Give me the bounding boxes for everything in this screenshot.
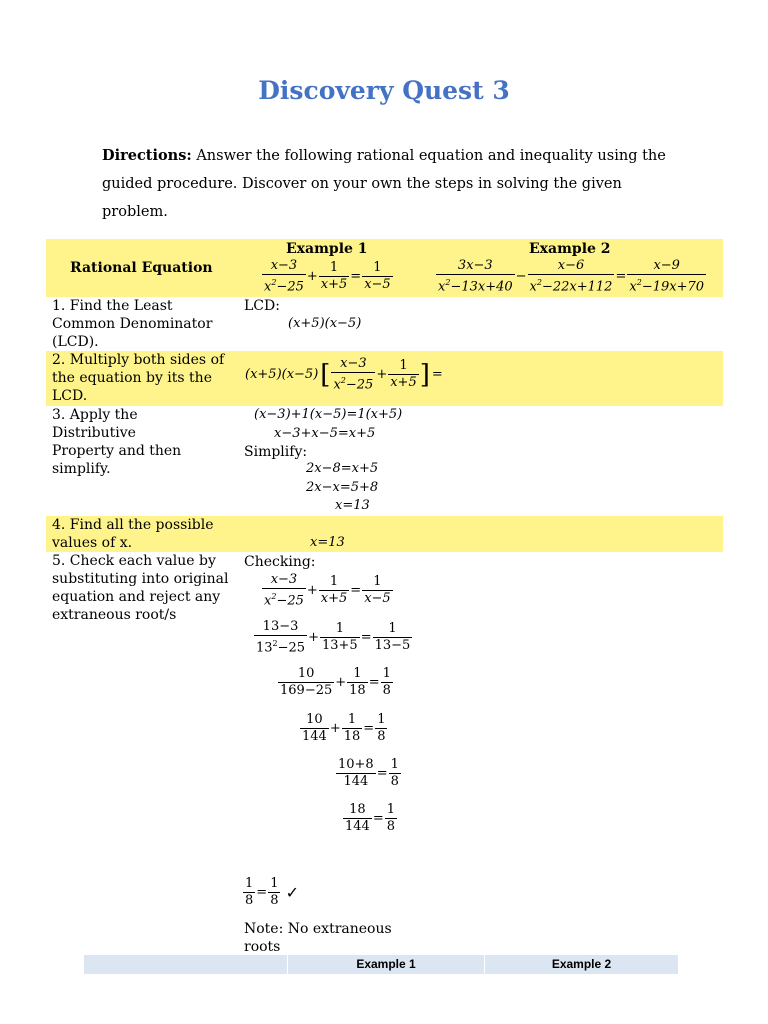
check-line2: $\frac{13-3}{13^2-25}$ + $\frac{1}{13+5}$ = $\frac{1}{13-5}$ (256, 619, 411, 656)
step3-label: 3. Apply the Distributive Property and then simplify. (52, 407, 182, 477)
simplify-line3: x=13 (335, 498, 370, 513)
directions-label: Directions: (102, 147, 192, 164)
step3-line2: x−3+x−5=x+5 (274, 426, 376, 441)
step2-label: 2. Multiply both sides of the equation by its the LCD. (52, 352, 225, 404)
step3-line1: (x−3)+1(x−5)=1(x+5) (254, 407, 403, 422)
row-header-rational-equation: Rational Equation (70, 260, 213, 276)
check-line4: $\frac{10}{144}$ + $\frac{1}{18}$ = $\frac{1}{8}$ (302, 712, 386, 744)
example1-equation: $\frac{x-3}{x^2-25}$ + $\frac{1}{x+5}$ = $\frac{1}{x-5}$ (264, 258, 391, 295)
example2-heading: Example 2 (529, 241, 611, 257)
step4-label: 4. Find all the possible values of x. (52, 517, 214, 551)
check-line6: $\frac{18}{144}$ = $\frac{1}{8}$ (345, 802, 396, 834)
footer-col-example1: Example 1 (356, 957, 416, 971)
footer-col-example2: Example 2 (551, 957, 612, 971)
step2-expression: (x+5)(x−5)[ $\frac{x-3}{x^2-25}$ + $\frac{1}{x+5}$ ] = (245, 356, 443, 393)
lcd-value: (x+5)(x−5) (288, 316, 362, 331)
checkmark-icon: ✓ (285, 883, 300, 902)
step5-label: 5. Check each value by substituting into original equation and reject any extraneous root/s (52, 553, 229, 623)
simplify-label: Simplify: (244, 444, 308, 460)
check-line5: $\frac{10+8}{144}$ = $\frac{1}{8}$ (338, 757, 399, 789)
checking-label: Checking: (244, 554, 316, 570)
directions-paragraph (102, 142, 692, 226)
simplify-line1: 2x−8=x+5 (306, 461, 379, 476)
page-title: Discovery Quest 3 (258, 76, 510, 105)
answer-x: x=13 (310, 535, 345, 550)
footer-table-header (84, 955, 678, 974)
check-line3: $\frac{10}{169-25}$ + $\frac{1}{18}$ = $\frac{1}{8}$ (280, 666, 391, 698)
check-result: $\frac{1}{8}$ = $\frac{1}{8}$ ✓ (245, 876, 300, 908)
directions-text: Answer the following rational equation and inequality using the guided procedure. Discover on your own the steps in solving the given problem. (102, 148, 666, 220)
lcd-label: LCD: (244, 298, 280, 314)
note-text: Note: No extraneous roots (244, 921, 392, 955)
simplify-line2: 2x−x=5+8 (306, 480, 379, 495)
example1-heading: Example 1 (286, 241, 368, 257)
step1-label: 1. Find the Least Common Denominator (LCD). (52, 298, 213, 350)
check-line1: $\frac{x-3}{x^2-25}$ + $\frac{1}{x+5}$ = $\frac{1}{x-5}$ (264, 572, 391, 609)
example2-equation: $\frac{3x-3}{x^2-13x+40}$ − $\frac{x-6}{x^2-22x+112}$ = $\frac{x-9}{x^2-19x+70}$ (438, 258, 705, 295)
